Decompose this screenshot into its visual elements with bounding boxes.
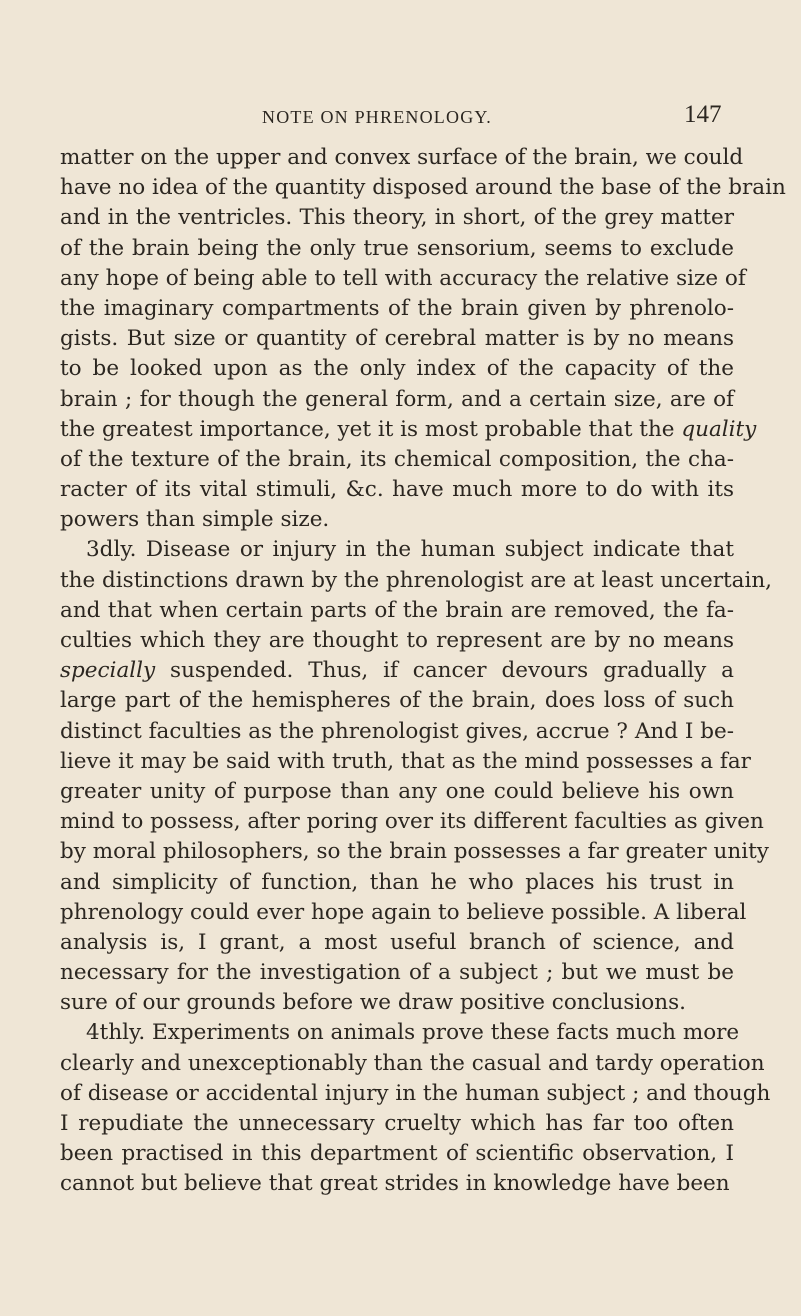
text-line xyxy=(60,415,757,445)
text-line: any hope of being able to tell with accuracy the relative size of xyxy=(60,265,746,291)
text-line: racter of its vital stimuli, &c. have much more to do with its xyxy=(60,477,734,503)
text-line: and simplicity of function, than he who places his trust in xyxy=(60,869,734,895)
text-line: the distinctions drawn by the phrenologist are at least uncertain, xyxy=(60,567,773,593)
text-line: 4thly. Experiments on animals prove these facts much more xyxy=(86,1020,740,1046)
text-line: gists. But size or quantity of cerebral matter is by no means xyxy=(60,326,734,352)
text-line: of the texture of the brain, its chemical composition, the cha- xyxy=(60,446,734,472)
text-line: mind to possess, after poring over its different faculties as given xyxy=(60,809,764,835)
text-line: analysis is, I grant, a most useful branch of science, and xyxy=(60,929,734,955)
text-line xyxy=(60,656,734,686)
text-line: lieve it may be said with truth, that as the mind possesses a far xyxy=(60,748,751,774)
text-line: by moral philosophers, so the brain possesses a far greater unity xyxy=(60,839,769,865)
italic-word: quality xyxy=(681,416,757,442)
text-line: and that when certain parts of the brain are removed, the fa- xyxy=(60,597,734,623)
text-line: matter on the upper and convex surface of the brain, we could xyxy=(60,145,744,170)
text-line: 3dly. Disease or injury in the human subject indicate that xyxy=(86,537,734,563)
text-line: clearly and unexceptionably than the casual and tardy operation xyxy=(60,1050,765,1076)
text-line: distinct faculties as the phrenologist gives, accrue ? And I be- xyxy=(60,718,734,744)
text-line: to be looked upon as the only index of the capacity of the xyxy=(60,356,734,382)
text-line: sure of our grounds before we draw positive conclusions. xyxy=(60,990,686,1016)
text-line: I repudiate the unnecessary cruelty which has far too often xyxy=(60,1111,734,1136)
italic-word: specially xyxy=(60,658,156,684)
text-segment: the greatest importance, yet it is most probable that the xyxy=(60,416,682,442)
text-line: phrenology could ever hope again to believe possible. A liberal xyxy=(60,899,747,925)
page-header xyxy=(0,101,801,131)
text-line: cannot but believe that great strides in knowledge have been xyxy=(60,1171,730,1197)
text-line: of the brain being the only true sensorium, seems to exclude xyxy=(60,235,734,261)
text-line: brain ; for though the general form, and a certain size, are of xyxy=(60,386,734,412)
text-segment: suspended. Thus, if cancer devours gradually a xyxy=(155,658,734,684)
text-line: necessary for the investigation of a subject ; but we must be xyxy=(60,960,734,986)
body-text xyxy=(60,143,786,1200)
page-number: 147 xyxy=(684,101,722,128)
text-line: culties which they are thought to represent are by no means xyxy=(60,628,734,653)
text-line: of disease or accidental injury in the human subject ; and though xyxy=(60,1080,771,1106)
text-line: powers than simple size. xyxy=(60,507,330,533)
text-line: large part of the hemispheres of the brain, does loss of such xyxy=(60,688,734,714)
running-head: NOTE ON PHRENOLOGY. xyxy=(262,107,492,127)
text-line: been practised in this department of scientific observation, I xyxy=(60,1141,734,1167)
text-line: greater unity of purpose than any one could believe his own xyxy=(60,778,734,804)
text-line: and in the ventricles. This theory, in short, of the grey matter xyxy=(60,205,734,231)
text-line: have no idea of the quantity disposed around the base of the brain xyxy=(60,175,786,201)
text-line: the imaginary compartments of the brain given by phrenolo- xyxy=(60,295,734,321)
